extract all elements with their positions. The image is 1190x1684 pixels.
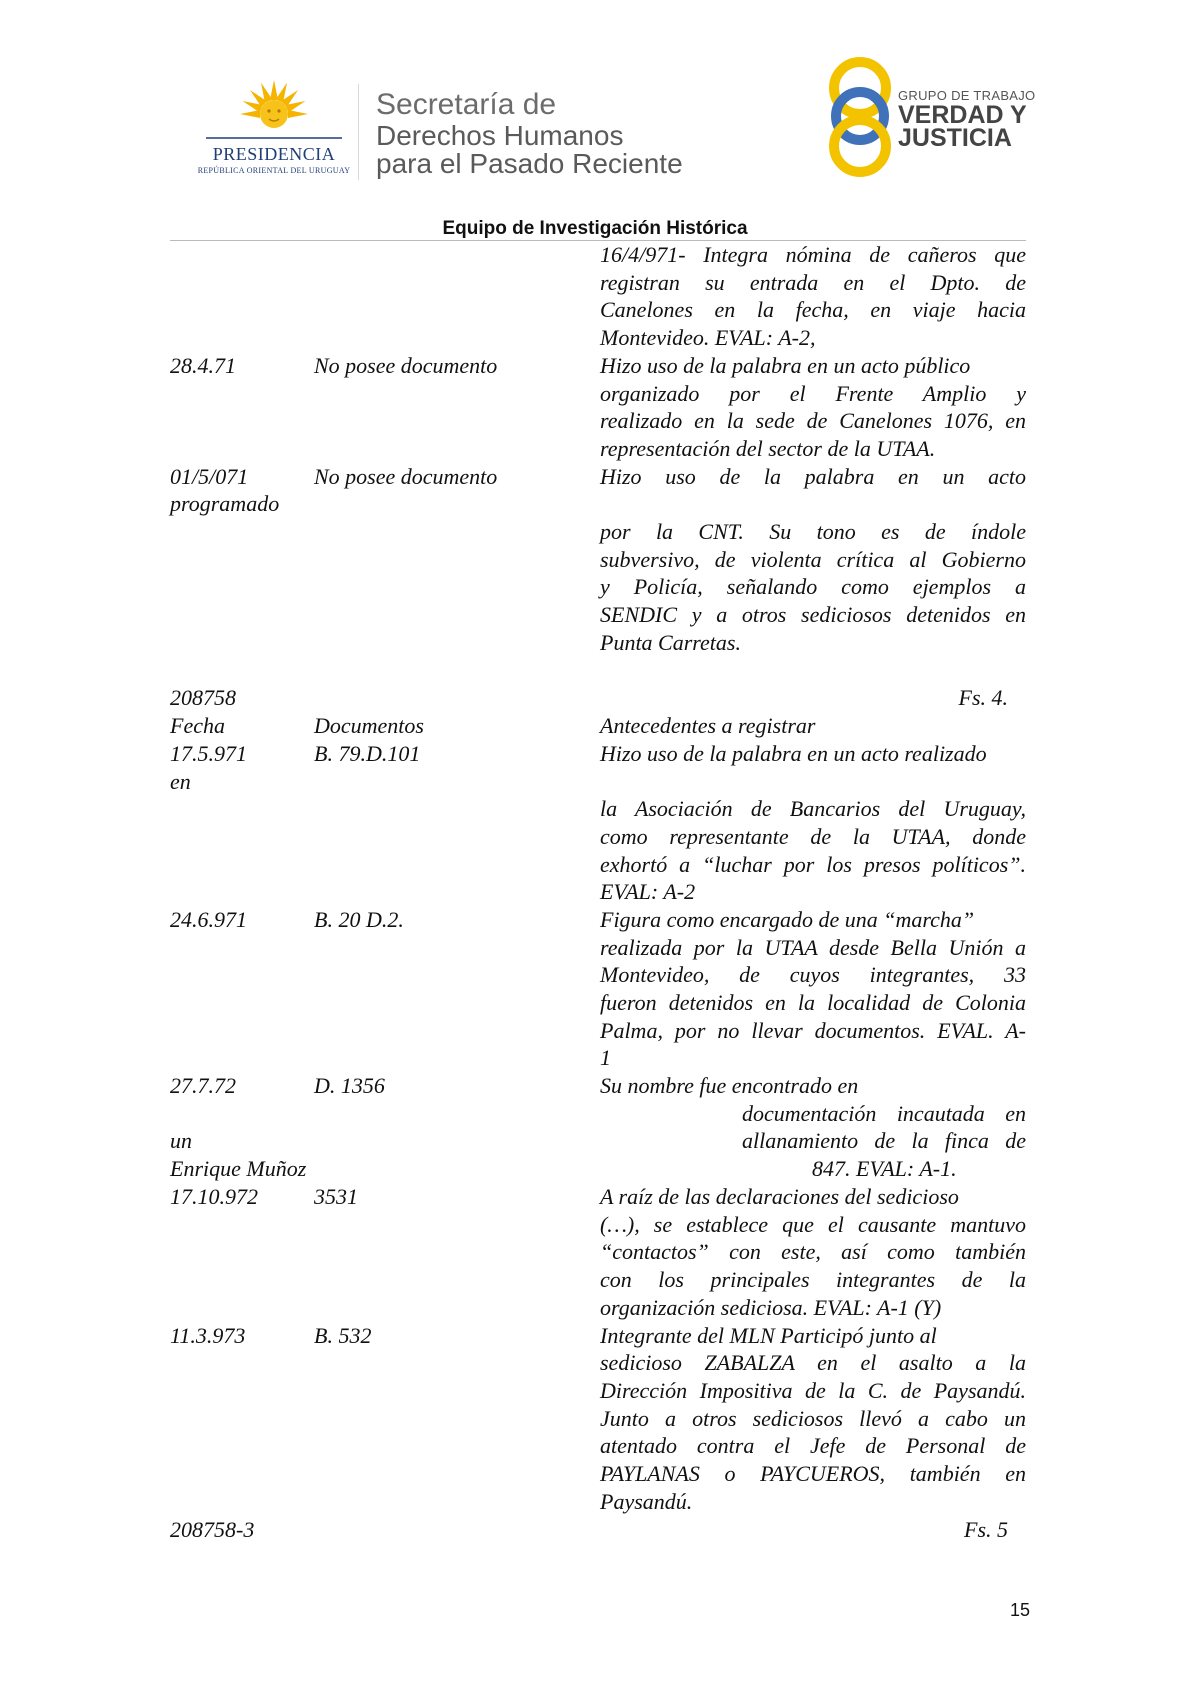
- text-line: atentado contra el Jefe de Personal de: [600, 1433, 1026, 1458]
- text-line: Hizo uso de la palabra en un acto: [600, 464, 1026, 489]
- grupo-trabajo-label: GRUPO DE TRABAJO: [898, 88, 1036, 103]
- page-header: [0, 0, 1190, 240]
- entry-date-continuation: programado: [170, 491, 280, 516]
- team-title: Equipo de Investigación Histórica: [442, 218, 748, 239]
- entry-document: No posee documento: [314, 464, 498, 489]
- text-line: A raíz de las declaraciones del sedicioso: [600, 1184, 959, 1209]
- text-line: allanamiento de la finca de: [742, 1128, 1026, 1153]
- entry-date: 17.10.972: [170, 1184, 258, 1209]
- text-line: como representante de la UTAA, donde: [600, 824, 1026, 849]
- entry-date: 11.3.973: [170, 1323, 246, 1348]
- text-line: SENDIC y a otros sediciosos detenidos en: [600, 602, 1026, 627]
- text-line: Junto a otros sediciosos llevó a cabo un: [600, 1406, 1026, 1431]
- entry-document: No posee documento: [314, 353, 498, 378]
- text-line: PAYLANAS o PAYCUEROS, también en: [600, 1461, 1026, 1486]
- entry-date: 01/5/071: [170, 464, 249, 489]
- folio-number: Fs. 5: [964, 1517, 1008, 1542]
- text-line: Integrante del MLN Participó junto al: [600, 1323, 937, 1348]
- secretaria-title-line3: para el Pasado Reciente: [376, 148, 683, 179]
- text-line: registran su entrada en el Dpto. de: [600, 270, 1026, 295]
- text-line: exhortó a “luchar por los presos políticos”.: [600, 852, 1026, 877]
- text-line: Hizo uso de la palabra en un acto público: [600, 353, 971, 378]
- entry-document: B. 20 D.2.: [314, 907, 404, 932]
- text-line: Montevideo. EVAL: A-2,: [600, 325, 816, 350]
- text-line: representación del sector de la UTAA.: [600, 436, 936, 461]
- text-line: documentación incautada en: [742, 1101, 1026, 1126]
- secretaria-title-line1: Secretaría de: [376, 88, 557, 121]
- text-line: la Asociación de Bancarios del Uruguay,: [600, 796, 1026, 821]
- entry-document: 3531: [314, 1184, 358, 1209]
- entry-document: B. 532: [314, 1323, 372, 1348]
- column-header-antecedentes: Antecedentes a registrar: [600, 713, 816, 738]
- text-line: 1: [600, 1045, 611, 1070]
- entry-date: 28.4.71: [170, 353, 236, 378]
- text-line: Paysandú.: [600, 1489, 693, 1514]
- text-line: 847. EVAL: A-1.: [812, 1156, 957, 1181]
- text-line: Palma, por no llevar documentos. EVAL. A-: [600, 1018, 1026, 1043]
- entry-document: D. 1356: [314, 1073, 385, 1098]
- entry-date: 24.6.971: [170, 907, 247, 932]
- text-line: Canelones en la fecha, en viaje hacia: [600, 297, 1026, 322]
- text-line: sedicioso ZABALZA en el asalto a la: [600, 1350, 1026, 1375]
- text-line: realizado en la sede de Canelones 1076, en: [600, 408, 1026, 433]
- entry-date-continuation: en: [170, 769, 191, 794]
- text-line: realizada por la UTAA desde Bella Unión a: [600, 935, 1026, 960]
- text-line: 16/4/971- Integra nómina de cañeros que: [600, 242, 1026, 267]
- entry-date: 17.5.971: [170, 741, 247, 766]
- text-line: Punta Carretas.: [600, 630, 741, 655]
- presidencia-label: PRESIDENCIA: [212, 144, 336, 164]
- folio-id: 208758-3: [170, 1517, 255, 1542]
- column-header-fecha: Fecha: [170, 713, 225, 738]
- entry-date: 27.7.72: [170, 1073, 236, 1098]
- text-line: Figura como encargado de una “marcha”: [600, 907, 975, 932]
- folio-number: Fs. 4.: [958, 685, 1008, 710]
- text-line: fueron detenidos en la localidad de Colonia: [600, 990, 1026, 1015]
- text-line: Su nombre fue encontrado en: [600, 1073, 859, 1098]
- text-line: organizado por el Frente Amplio y: [600, 381, 1026, 406]
- text-line: subversivo, de violenta crítica al Gobierno: [600, 547, 1026, 572]
- entry-document: B. 79.D.101: [314, 741, 421, 766]
- justicia-label: JUSTICIA: [898, 124, 1012, 152]
- interlocked-rings-icon: [820, 52, 900, 182]
- presidencia-sub-label: REPÚBLICA ORIENTAL DEL URUGUAY: [197, 166, 351, 175]
- text-line: Hizo uso de la palabra en un acto realizado: [600, 741, 987, 766]
- text-line: (…), se establece que el causante mantuvo: [600, 1212, 1026, 1237]
- folio-id: 208758: [170, 685, 236, 710]
- column-header-documentos: Documentos: [314, 713, 424, 738]
- text-line: “contactos” con este, así como también: [600, 1239, 1026, 1264]
- secretaria-title-line2: Derechos Humanos: [376, 120, 624, 151]
- text-line: Montevideo, de cuyos integrantes, 33: [600, 962, 1026, 987]
- text-line: con los principales integrantes de la: [600, 1267, 1026, 1292]
- text-line: Dirección Impositiva de la C. de Paysandú.: [600, 1378, 1026, 1403]
- text-line: y Policía, señalando como ejemplos a: [600, 574, 1026, 599]
- entry-date-continuation: Enrique Muñoz: [170, 1156, 307, 1181]
- text-line: EVAL: A-2: [600, 879, 696, 904]
- verdad-label: VERDAD Y: [898, 101, 1027, 129]
- text-line: por la CNT. Su tono es de índole: [600, 519, 1026, 544]
- text-line: organización sediciosa. EVAL: A-1 (Y): [600, 1295, 942, 1320]
- page-number: 15: [1009, 1600, 1030, 1620]
- header-divider: [358, 84, 359, 180]
- entry-date-continuation: un: [170, 1128, 192, 1153]
